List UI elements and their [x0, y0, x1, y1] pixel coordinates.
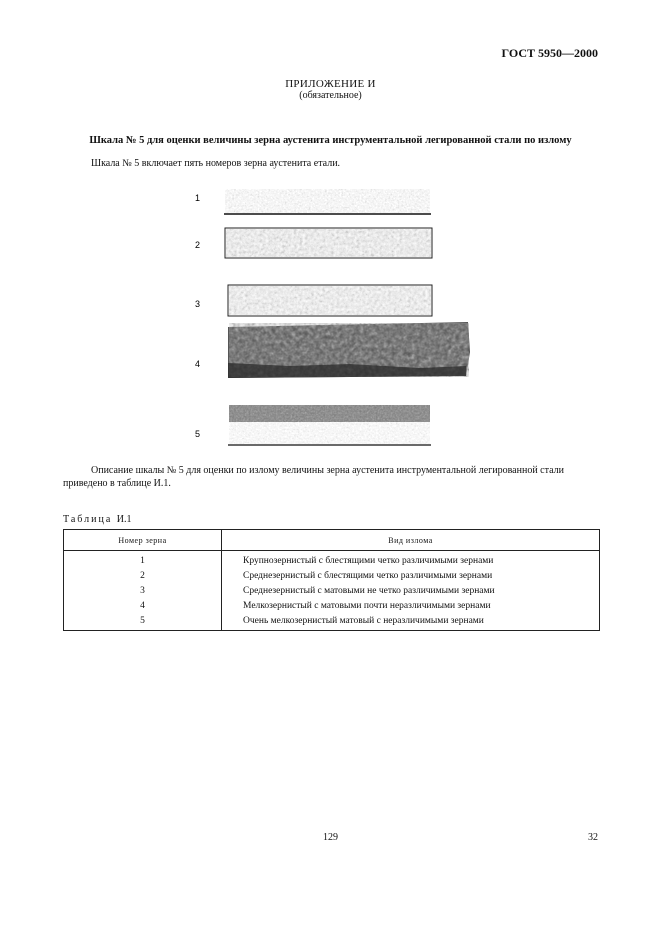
table-caption	[63, 514, 132, 525]
scale-label-2: 2	[195, 240, 201, 250]
sample-3-texture	[229, 286, 431, 315]
grain-number-cell: 3	[64, 583, 222, 598]
scale-label-5: 5	[195, 429, 201, 439]
table-row	[64, 583, 600, 598]
page-number: 129	[323, 832, 338, 843]
scale-label-4: 4	[195, 359, 201, 369]
scale-label-3: 3	[195, 299, 201, 309]
fracture-scale-figure	[0, 0, 661, 460]
header-fracture-type: Вид излома	[222, 530, 600, 551]
intro-paragraph: Шкала № 5 включает пять номеров зерна аустенита етали.	[91, 158, 341, 169]
table-caption-number: И.1	[116, 514, 132, 525]
sample-5-texture	[229, 405, 430, 444]
grain-number-cell: 2	[64, 568, 222, 583]
section-heading: Шкала № 5 для оценки величины зерна аустенита инструментальной легированной стали по излому	[89, 135, 572, 146]
sheet-number: 32	[588, 832, 598, 843]
grain-number-cell: 4	[64, 598, 222, 613]
fracture-description-cell: Среднезернистый с блестящими четко различимыми зернами	[222, 568, 600, 583]
sample-1-texture	[225, 189, 430, 213]
header-grain-number: Номер зерна	[64, 530, 222, 551]
fracture-description-cell: Мелкозернистый с матовыми почти неразличимыми зернами	[222, 598, 600, 613]
scale-label-1: 1	[195, 193, 201, 203]
appendix-title: ПРИЛОЖЕНИЕ И	[285, 78, 376, 90]
table-row	[64, 568, 600, 583]
appendix-subtitle: (обязательное)	[299, 90, 362, 101]
fracture-description-cell: Очень мелкозернистый матовый с неразличимыми зернами	[222, 613, 600, 631]
table-row	[64, 551, 600, 569]
fracture-description-cell: Среднезернистый с матовыми не четко различимыми зернами	[222, 583, 600, 598]
table-row	[64, 598, 600, 613]
fracture-description-cell: Крупнозернистый с блестящими четко различимыми зернами	[222, 551, 600, 569]
table-header-row	[64, 530, 600, 551]
grain-table	[63, 529, 600, 631]
standard-number: ГОСТ 5950—2000	[501, 46, 598, 60]
grain-number-cell: 1	[64, 551, 222, 569]
grain-number-cell: 5	[64, 613, 222, 631]
description-paragraph: Описание шкалы № 5 для оценки по излому величины зерна аустенита инструментальной легированной стали приведено в таблице И.1.	[63, 465, 564, 489]
sample-2-texture	[226, 229, 431, 257]
table-row	[64, 613, 600, 631]
table-caption-word: Таблица	[63, 514, 113, 525]
